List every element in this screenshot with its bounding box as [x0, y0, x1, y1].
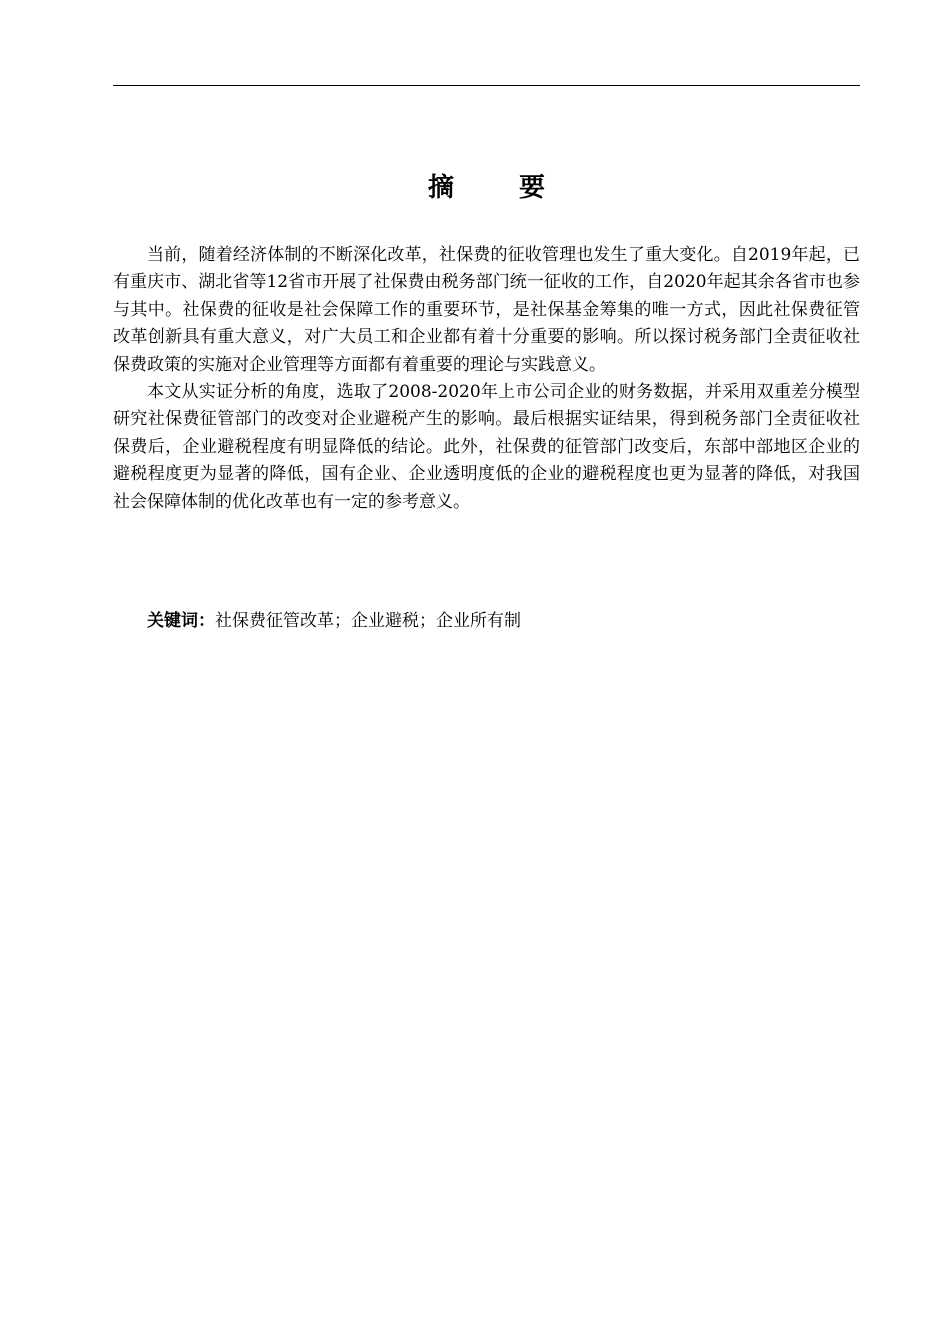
- abstract-paragraph-2: 本文从实证分析的角度，选取了2008-2020年上市公司企业的财务数据，并采用双重差分模型研究社保费征管部门的改变对企业避税产生的影响。最后根据实证结果，得到税务部门全责征收社保费后，企业避税程度有明显降低的结论。此外，社保费的征管部门改变后，东部中部地区企业的避税程度更为显著的降低，国有企业、企业透明度低的企业的避税程度也更为显著的降低，对我国社会保障体制的优化改革也有一定的参考意义。: [113, 382, 860, 512]
- keywords-line: [113, 608, 860, 635]
- header-rule: [113, 85, 860, 86]
- abstract-title: 摘 要: [427, 173, 574, 203]
- keywords-text: 社保费征管改革；企业避税；企业所有制: [215, 611, 521, 631]
- keywords-label: 关键词：: [147, 611, 215, 631]
- abstract-paragraph-1: 当前，随着经济体制的不断深化改革，社保费的征收管理也发生了重大变化。自2019年起，已有重庆市、湖北省等12省市开展了社保费由税务部门统一征收的工作，自2020年起其余各省市也参与其中。社保费的征收是社会保障工作的重要环节，是社保基金筹集的唯一方式，因此社保费征管改革创新具有重大意义，对广大员工和企业都有着十分重要的影响。所以探讨税务部门全责征收社保费政策的实施对企业管理等方面都有着重要的理论与实践意义。: [113, 245, 860, 375]
- abstract-body: [113, 242, 860, 516]
